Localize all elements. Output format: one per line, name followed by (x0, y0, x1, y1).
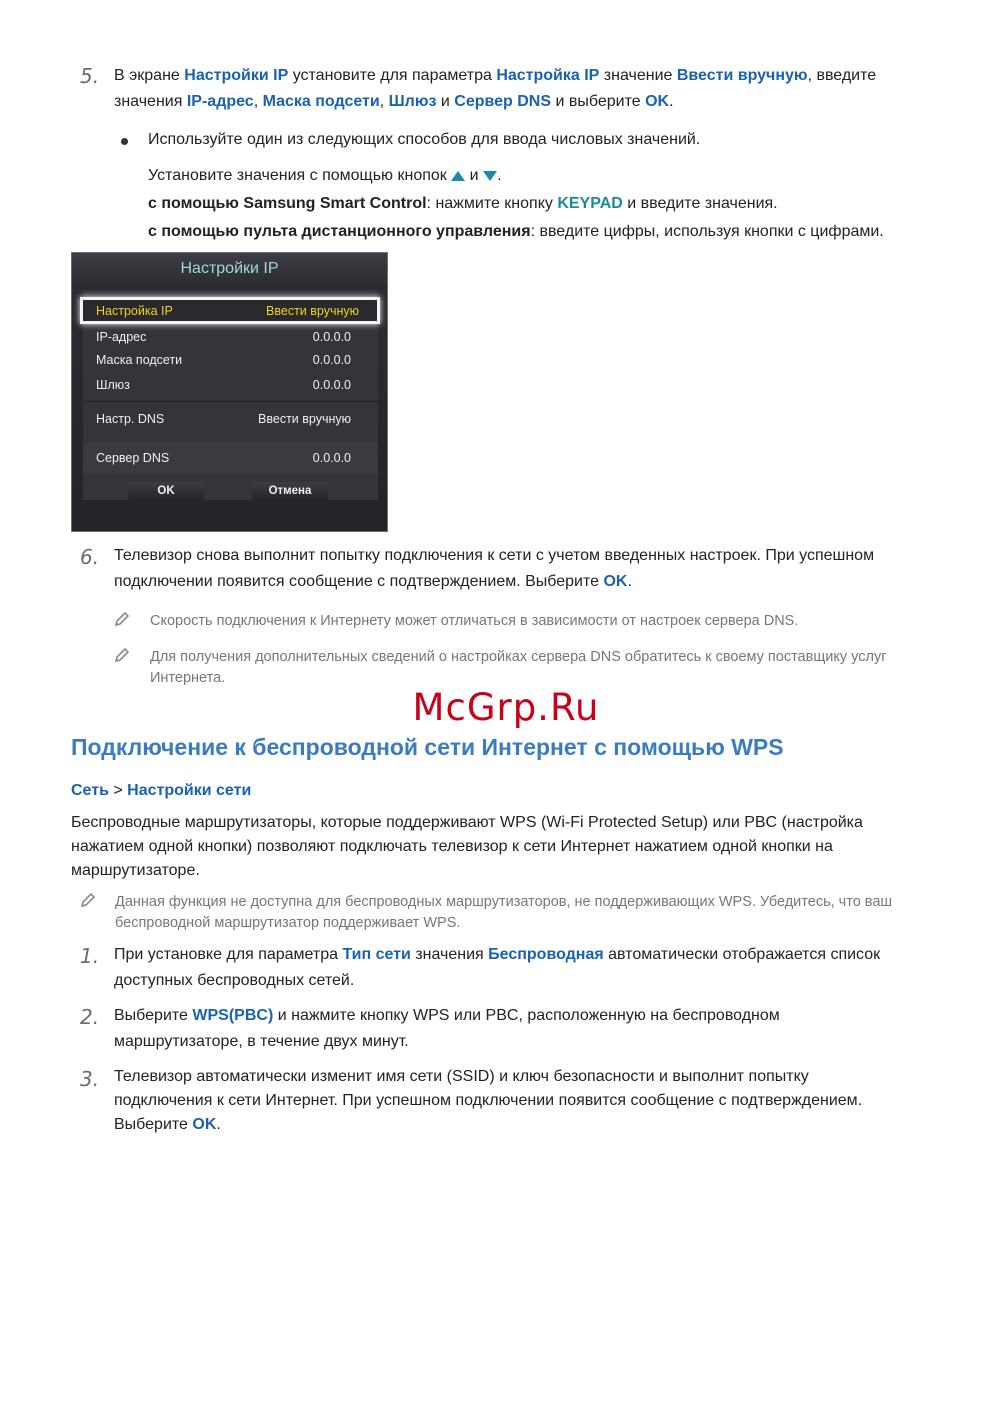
text: , (379, 93, 389, 110)
text: доступных беспроводных сетей. (114, 972, 355, 989)
text: . (497, 167, 502, 184)
up-arrow-icon (451, 171, 465, 181)
divider (84, 401, 379, 402)
text: беспроводной маршрутизатор поддерживает WPS. (115, 915, 461, 931)
keypad-key: KEYPAD (557, 195, 623, 212)
wps-step2-text (114, 1003, 974, 1055)
breadcrumb-network[interactable]: Сеть (71, 782, 109, 799)
bullet-dot (121, 138, 128, 145)
text: Данная функция не доступна для беспроводных маршрутизаторов, не поддерживающих WPS. Убедитесь, что ваш (115, 894, 893, 910)
row-label: IP-адрес (96, 330, 147, 344)
section-heading: Подключение к беспроводной сети Интернет с помощью WPS (71, 734, 784, 760)
term-wps-pbc: WPS(PBC) (192, 1007, 274, 1024)
ip-setup-value: Ввести вручную (266, 304, 359, 318)
section-intro (71, 811, 961, 883)
arrow-keys-line (148, 163, 502, 189)
text: Телевизор снова выполнит попытку подключения к сети с учетом введенных настроек. При успешном (114, 547, 875, 564)
text: . (216, 1116, 221, 1133)
text: . (669, 93, 674, 110)
step-number: 5. (80, 64, 100, 88)
text: установите для параметра (288, 67, 497, 84)
ip-settings-dialog (71, 252, 388, 532)
dialog-title: Настройки IP (180, 260, 279, 277)
text: и (465, 167, 484, 184)
text: и введите значения. (622, 195, 778, 212)
text: маршрутизаторе. (71, 862, 200, 879)
term-ok: OK (645, 93, 670, 110)
text: В экране (114, 67, 185, 84)
text: , введите (807, 67, 877, 84)
term-ip-settings: Настройки IP (184, 67, 289, 84)
text: автоматически отображается список (603, 946, 881, 963)
breadcrumb-separator: > (108, 782, 128, 799)
text: Беспроводные маршрутизаторы, которые поддерживают WPS (Wi-Fi Protected Setup) или PBC (настройка (71, 814, 863, 831)
text: Установите значения с помощью кнопок (148, 167, 452, 184)
text: : нажмите кнопку (426, 195, 558, 212)
text: маршрутизаторе, в течение двух минут. (114, 1033, 409, 1050)
note-text (115, 892, 975, 934)
row-label: Маска подсети (96, 353, 183, 367)
breadcrumb-network-settings[interactable]: Настройки сети (127, 782, 252, 799)
term-ip-setup: Настройка IP (496, 67, 600, 84)
ip-setup-row-selected[interactable] (80, 297, 380, 324)
ok-button[interactable]: OK (128, 482, 204, 500)
text: значения (114, 93, 187, 110)
text: При установке для параметра (114, 946, 343, 963)
text: значение (599, 67, 677, 84)
step-number: 6. (80, 545, 100, 569)
text: и нажмите кнопку WPS или PBC, расположенную на беспроводном (273, 1007, 780, 1024)
step-number: 1. (80, 944, 100, 968)
note-text: Для получения дополнительных сведений о настройках сервера DNS обратитесь к своему поставщику услуг (150, 649, 887, 665)
term-ip-address: IP-адрес (186, 93, 254, 110)
text: подключении появится сообщение с подтверждением. Выберите (114, 573, 604, 590)
ip-setup-label: Настройка IP (96, 304, 173, 318)
text: Выберите (114, 1116, 193, 1133)
note-text: Интернета. (150, 670, 226, 686)
text: нажатием одной кнопки) позволяют подключать телевизор к сети Интернет нажатием одной кнопки на (71, 838, 833, 855)
text: Телевизор автоматически изменит имя сети (SSID) и ключ безопасности и выполнит попытку (114, 1068, 809, 1085)
step6-text (114, 543, 974, 595)
row-value: 0.0.0.0 (312, 378, 351, 392)
step-number: 2. (80, 1005, 100, 1029)
term-ok: OK (603, 573, 628, 590)
bullet-text: Используйте один из следующих способов для ввода числовых значений. (148, 131, 701, 148)
remote-line (148, 219, 884, 245)
wps-step1-text (114, 942, 974, 994)
row-value: 0.0.0.0 (312, 451, 351, 465)
cancel-button[interactable]: Отмена (252, 482, 328, 500)
term-subnet-mask: Маска подсети (262, 93, 380, 110)
text: Выберите (114, 1007, 193, 1024)
pencil-icon (113, 610, 131, 628)
smart-control-line (148, 191, 778, 217)
row-value: 0.0.0.0 (312, 353, 351, 367)
term-manual: Ввести вручную (676, 67, 808, 84)
row-value: 0.0.0.0 (312, 330, 351, 344)
term-wireless: Беспроводная (488, 946, 604, 963)
text: с помощью Samsung Smart Control (148, 195, 427, 212)
breadcrumb (71, 782, 251, 800)
step5-text (114, 63, 974, 115)
text: значения (410, 946, 489, 963)
text: и (436, 93, 455, 110)
text: с помощью пульта дистанционного управления (148, 223, 531, 240)
step-number: 3. (80, 1067, 100, 1091)
pencil-icon (79, 891, 97, 909)
term-network-type: Тип сети (342, 946, 411, 963)
term-dns-server: Сервер DNS (454, 93, 552, 110)
text: , (253, 93, 263, 110)
text: . (627, 573, 632, 590)
row-label: Настр. DNS (96, 412, 165, 426)
row-value: Ввести вручную (258, 412, 351, 426)
text: : введите цифры, используя кнопки с цифрами. (530, 223, 884, 240)
row-label: Шлюз (96, 378, 130, 392)
down-arrow-icon (483, 171, 497, 181)
text: подключения к сети Интернет. При успешном подключении появится сообщение с подтверждением. (114, 1092, 863, 1109)
text: и выберите (551, 93, 646, 110)
note-text: Скорость подключения к Интернету может отличаться в зависимости от настроек сервера DNS. (150, 613, 799, 629)
watermark: McGrp.Ru (412, 686, 600, 729)
row-label: Сервер DNS (96, 451, 170, 465)
term-gateway: Шлюз (388, 93, 437, 110)
pencil-icon (113, 646, 131, 664)
term-ok: OK (192, 1116, 217, 1133)
wps-step3-text (114, 1065, 984, 1137)
